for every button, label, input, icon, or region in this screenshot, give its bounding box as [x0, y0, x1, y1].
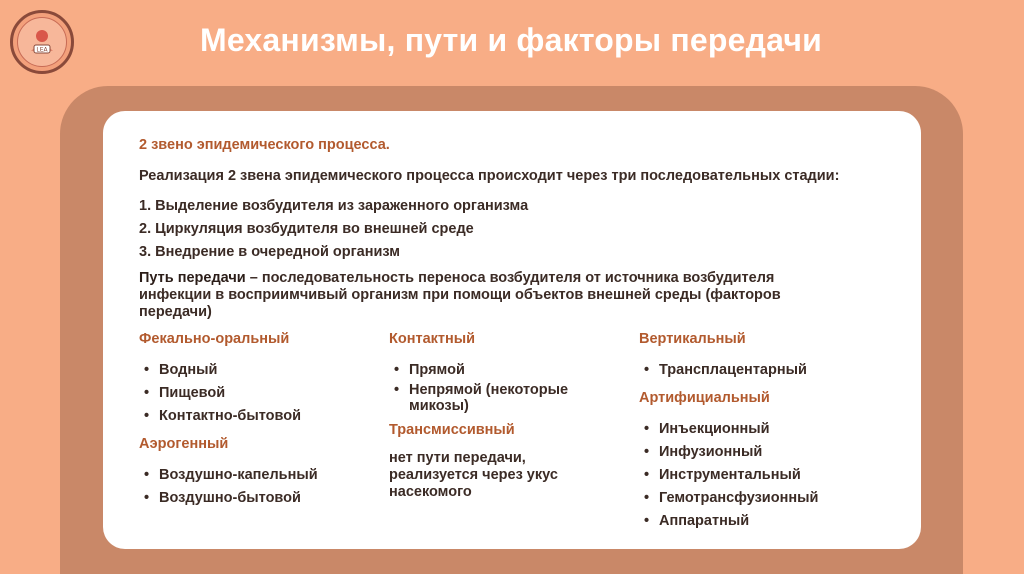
route-title-vertical: Вертикальный: [639, 331, 746, 347]
list-item: • Трансплацентарный: [639, 359, 879, 382]
definition-term: Путь передачи: [139, 270, 246, 286]
route-title-contact: Контактный: [389, 331, 476, 347]
list-item: • Инструментальный: [639, 464, 879, 487]
column-1: [139, 331, 379, 518]
page-title: Механизмы, пути и факторы передачи: [200, 22, 823, 58]
list-item: • Контактно-бытовой: [139, 405, 379, 428]
route-title-fecal-oral: Фекально-оральный: [139, 331, 290, 347]
route-list-artificial: [639, 418, 879, 533]
definition: [139, 270, 819, 321]
list-item: • Воздушно-бытовой: [139, 487, 379, 510]
list-item: • Инъекционный: [639, 418, 879, 441]
route-list-fecal-oral: [139, 359, 379, 428]
list-item: • Прямой: [389, 359, 619, 382]
logo-icon: [25, 25, 59, 59]
definition-text: – последовательность переноса возбудителя от источника возбудителя инфекции в восприимчивый организм при помощи объектов внешней среды (факторов передачи): [139, 270, 781, 320]
route-title-transmissive: Трансмиссивный: [389, 422, 515, 438]
route-list-contact: [389, 359, 619, 414]
route-title-aerogenic: Аэрогенный: [139, 436, 229, 452]
route-list-vertical: [639, 359, 879, 382]
list-item: • Пищевой: [139, 382, 379, 405]
logo-text: LEA: [36, 46, 48, 54]
routes-columns: [139, 331, 885, 531]
transmissive-note: нет пути передачи, реализуется через укус насекомого: [389, 450, 558, 500]
section-subhead: 2 звено эпидемического процесса.: [139, 137, 390, 153]
logo-emblem: [17, 17, 67, 67]
stages-list: [139, 195, 885, 264]
list-item: • Инфузионный: [639, 441, 879, 464]
stage-item: 1. Выделение возбудителя из зараженного организма: [139, 198, 529, 214]
route-title-artificial: Артифициальный: [639, 390, 770, 406]
route-list-aerogenic: [139, 464, 379, 510]
content-card: [103, 111, 921, 549]
list-item: • Водный: [139, 359, 379, 382]
column-3: [639, 331, 879, 541]
list-item: • Аппаратный: [639, 510, 879, 533]
list-item: • Гемотрансфузионный: [639, 487, 879, 510]
stage-item: 2. Циркуляция возбудителя во внешней среде: [139, 221, 474, 237]
list-item: • Воздушно-капельный: [139, 464, 379, 487]
stage-item: 3. Внедрение в очередной организм: [139, 244, 400, 260]
logo: [10, 10, 74, 74]
list-item: • Непрямой (некоторые микозы): [389, 382, 609, 414]
column-2: [389, 331, 619, 501]
intro-text: Реализация 2 звена эпидемического процесса происходит через три последовательных стадии:: [139, 168, 840, 184]
